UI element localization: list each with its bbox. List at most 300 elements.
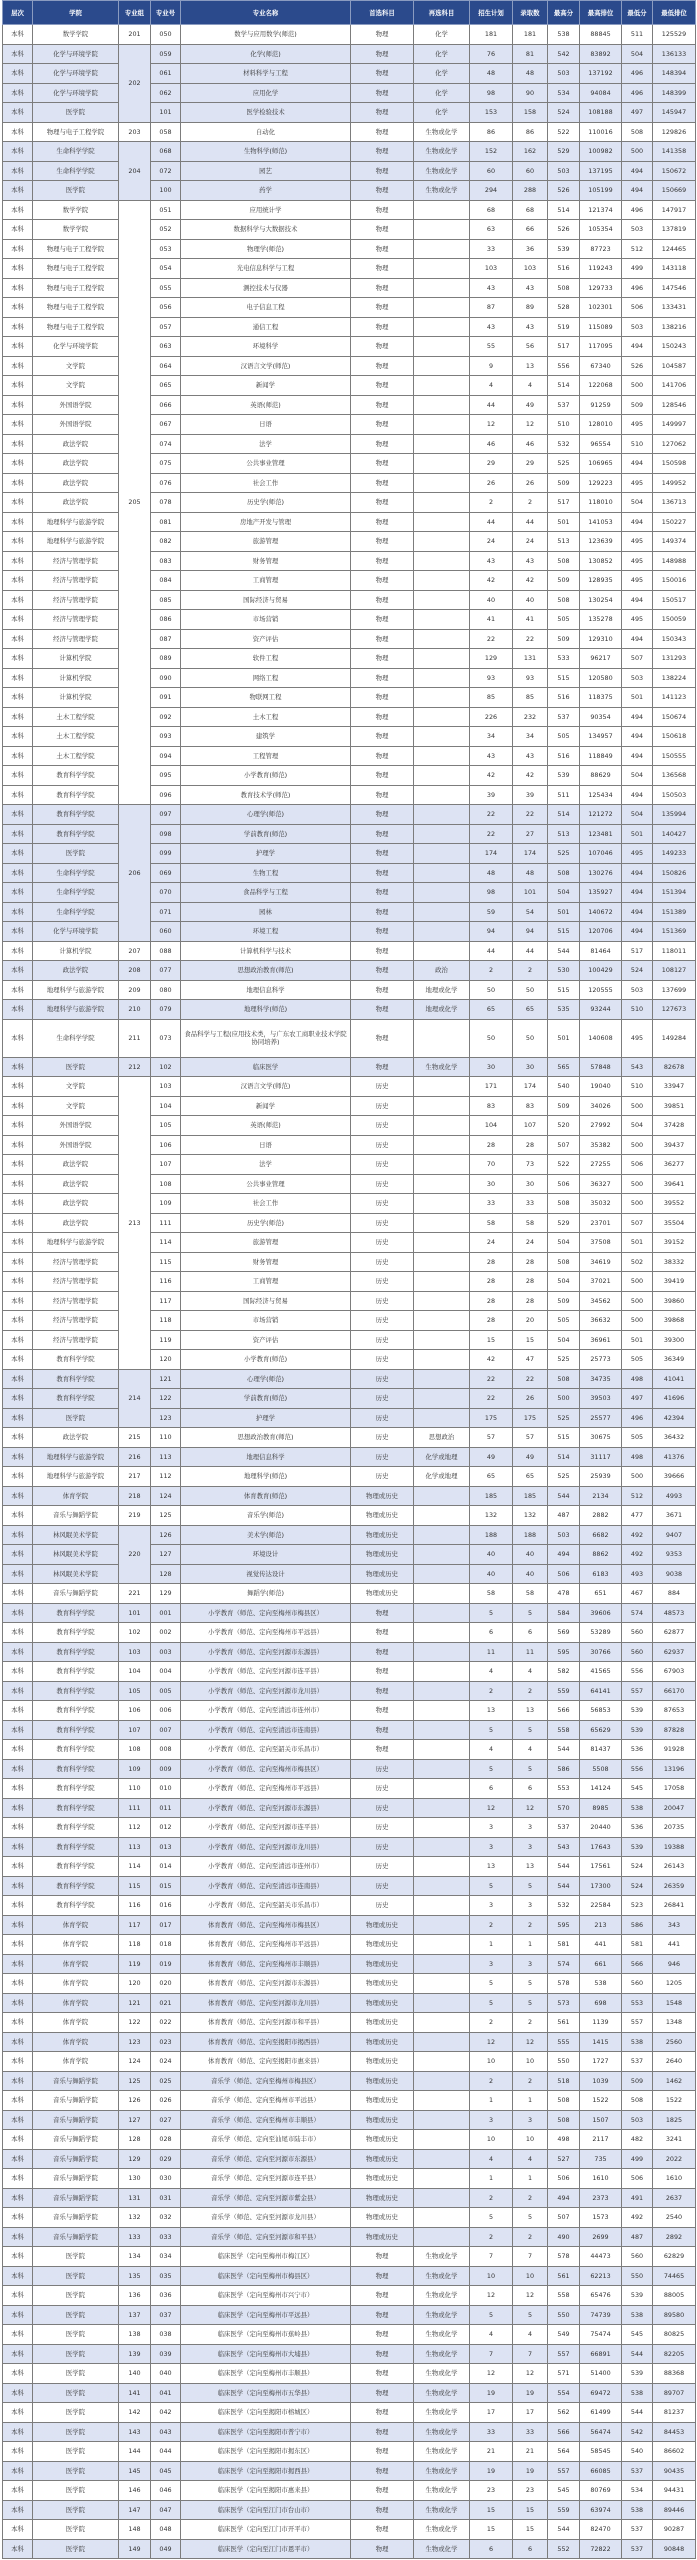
first-subject-cell: 物理: [351, 161, 414, 181]
college-cell: 地理科学与旅游学院: [33, 1233, 119, 1253]
plan-cell: 13: [470, 1857, 513, 1877]
level-cell: 本科: [3, 83, 33, 103]
admitted-cell: 65: [513, 1467, 548, 1487]
level-cell: 本科: [3, 649, 33, 669]
min-score-cell: 586: [622, 1915, 653, 1935]
major-code-cell: 049: [151, 2539, 181, 2559]
min-rank-cell: 20735: [653, 1818, 696, 1838]
table-row: [3, 2169, 696, 2189]
college-cell: 音乐与舞蹈学院: [33, 2071, 119, 2091]
second-subject-cell: [414, 1506, 470, 1526]
major-code-cell: 017: [151, 1915, 181, 1935]
second-subject-cell: [414, 376, 470, 396]
table-row: [3, 1447, 696, 1467]
college-cell: 医学院: [33, 1408, 119, 1428]
min-score-cell: 503: [622, 317, 653, 337]
plan-cell: 3: [470, 1896, 513, 1916]
second-subject-cell: [414, 922, 470, 942]
major-name-cell: 临床医学（定向至揭阳市揭东区）: [181, 2442, 351, 2462]
major-name-cell: 护理学: [181, 844, 351, 864]
max-rank-cell: 17300: [580, 1876, 622, 1896]
college-cell: 体育学院: [33, 2052, 119, 2072]
min-score-cell: 505: [622, 1428, 653, 1448]
min-score-cell: 495: [622, 1019, 653, 1057]
major-name-cell: 小学教育（师范、定向至韶关市乐昌市）: [181, 1740, 351, 1760]
second-subject-cell: [414, 259, 470, 279]
column-header: 最高排位: [580, 1, 622, 25]
admitted-cell: 21: [513, 2442, 548, 2462]
major-name-cell: 土木工程: [181, 707, 351, 727]
table-row: [3, 1330, 696, 1350]
level-cell: 本科: [3, 2266, 33, 2286]
min-score-cell: 495: [622, 571, 653, 591]
min-score-cell: 512: [622, 1486, 653, 1506]
min-score-cell: 523: [622, 1896, 653, 1916]
major-code-cell: 008: [151, 1740, 181, 1760]
first-subject-cell: 物理: [351, 181, 414, 201]
max-rank-cell: 735: [580, 2149, 622, 2169]
level-cell: 本科: [3, 610, 33, 630]
max-rank-cell: 118010: [580, 493, 622, 513]
min-score-cell: 500: [622, 1096, 653, 1116]
major-name-cell: 护理学: [181, 1408, 351, 1428]
major-name-cell: 临床医学（定向至梅州市梅江区）: [181, 2247, 351, 2267]
group-cell: 123: [119, 2032, 151, 2052]
min-score-cell: 506: [622, 1155, 653, 1175]
first-subject-cell: 物理: [351, 1662, 414, 1682]
table-row: [3, 922, 696, 942]
group-cell: 207: [119, 941, 151, 961]
first-subject-cell: 历史: [351, 1447, 414, 1467]
min-rank-cell: 2640: [653, 2052, 696, 2072]
major-name-cell: 体育教育（师范、定向至河源市和平县）: [181, 2013, 351, 2033]
table-header-row: [3, 1, 696, 25]
admitted-cell: 33: [513, 2422, 548, 2442]
column-header: 专业号: [151, 1, 181, 25]
table-row: [3, 2442, 696, 2462]
major-code-cell: 036: [151, 2286, 181, 2306]
column-header: 专业组: [119, 1, 151, 25]
college-cell: 物理与电子工程学院: [33, 122, 119, 142]
admitted-cell: 1: [513, 2091, 548, 2111]
table-row: [3, 2247, 696, 2267]
plan-cell: 40: [470, 1564, 513, 1584]
second-subject-cell: [414, 1993, 470, 2013]
table-row: [3, 259, 696, 279]
max-score-cell: 574: [548, 1954, 580, 1974]
max-rank-cell: 34619: [580, 1252, 622, 1272]
min-rank-cell: 137699: [653, 980, 696, 1000]
college-cell: 计算机学院: [33, 668, 119, 688]
max-score-cell: 544: [548, 1876, 580, 1896]
max-rank-cell: 121374: [580, 200, 622, 220]
max-rank-cell: 41565: [580, 1662, 622, 1682]
admitted-cell: 41: [513, 610, 548, 630]
admitted-cell: 175: [513, 1408, 548, 1428]
first-subject-cell: 物理: [351, 2461, 414, 2481]
group-cell: 125: [119, 2071, 151, 2091]
major-name-cell: 材料科学与工程: [181, 64, 351, 84]
major-name-cell: 物理学(师范): [181, 239, 351, 259]
college-cell: 音乐与舞蹈学院: [33, 2091, 119, 2111]
level-cell: 本科: [3, 298, 33, 318]
max-rank-cell: 56474: [580, 2422, 622, 2442]
min-score-cell: 537: [622, 2461, 653, 2481]
plan-cell: 103: [470, 259, 513, 279]
second-subject-cell: [414, 805, 470, 825]
max-rank-cell: 102301: [580, 298, 622, 318]
min-rank-cell: 39552: [653, 1194, 696, 1214]
min-rank-cell: 129826: [653, 122, 696, 142]
major-code-cell: 035: [151, 2266, 181, 2286]
table-row: [3, 571, 696, 591]
plan-cell: 41: [470, 610, 513, 630]
plan-cell: 24: [470, 532, 513, 552]
plan-cell: 5: [470, 2305, 513, 2325]
plan-cell: 34: [470, 727, 513, 747]
table-row: [3, 317, 696, 337]
min-rank-cell: 128546: [653, 395, 696, 415]
college-cell: 医学院: [33, 2305, 119, 2325]
major-code-cell: 114: [151, 1233, 181, 1253]
second-subject-cell: [414, 1974, 470, 1994]
plan-cell: 19: [470, 2461, 513, 2481]
min-score-cell: 498: [622, 1369, 653, 1389]
max-score-cell: 508: [548, 2110, 580, 2130]
admitted-cell: 5: [513, 2208, 548, 2228]
major-name-cell: 英语(师范): [181, 1116, 351, 1136]
group-cell: 217: [119, 1467, 151, 1487]
max-score-cell: 564: [548, 2442, 580, 2462]
max-score-cell: 501: [548, 1019, 580, 1057]
plan-cell: 85: [470, 688, 513, 708]
second-subject-cell: [414, 2188, 470, 2208]
major-name-cell: 环境科学: [181, 337, 351, 357]
first-subject-cell: 物理: [351, 688, 414, 708]
group-cell: 111: [119, 1798, 151, 1818]
plan-cell: 28: [470, 1311, 513, 1331]
max-rank-cell: 107046: [580, 844, 622, 864]
min-score-cell: 509: [622, 395, 653, 415]
college-cell: 经济与管理学院: [33, 551, 119, 571]
second-subject-cell: 生物或化学: [414, 1057, 470, 1077]
level-cell: 本科: [3, 356, 33, 376]
max-rank-cell: 140672: [580, 902, 622, 922]
second-subject-cell: [414, 337, 470, 357]
plan-cell: 33: [470, 2422, 513, 2442]
major-code-cell: 090: [151, 668, 181, 688]
major-name-cell: 小学教育（师范、定向至河源市连平县）: [181, 1662, 351, 1682]
min-rank-cell: 36349: [653, 1350, 696, 1370]
max-score-cell: 582: [548, 1662, 580, 1682]
max-rank-cell: 129223: [580, 473, 622, 493]
plan-cell: 132: [470, 1506, 513, 1526]
major-code-cell: 109: [151, 1194, 181, 1214]
first-subject-cell: 历史: [351, 1233, 414, 1253]
college-cell: 物理与电子工程学院: [33, 298, 119, 318]
group-cell: 212: [119, 1057, 151, 1077]
plan-cell: 1: [470, 2169, 513, 2189]
min-rank-cell: 1205: [653, 1974, 696, 1994]
max-score-cell: 538: [548, 25, 580, 45]
plan-cell: 3: [470, 2110, 513, 2130]
level-cell: 本科: [3, 2442, 33, 2462]
group-cell: 210: [119, 1000, 151, 1020]
major-code-cell: 047: [151, 2500, 181, 2520]
first-subject-cell: 物理: [351, 2539, 414, 2559]
college-cell: 医学院: [33, 2520, 119, 2540]
major-name-cell: 体育教育（师范、定向至河源市龙川县）: [181, 1993, 351, 2013]
first-subject-cell: 物理: [351, 415, 414, 435]
min-score-cell: 524: [622, 961, 653, 981]
plan-cell: 28: [470, 1135, 513, 1155]
major-code-cell: 080: [151, 980, 181, 1000]
college-cell: 政法学院: [33, 1213, 119, 1233]
max-score-cell: 586: [548, 1759, 580, 1779]
first-subject-cell: 物理: [351, 629, 414, 649]
admitted-cell: 48: [513, 863, 548, 883]
max-score-cell: 539: [548, 239, 580, 259]
plan-cell: 10: [470, 2266, 513, 2286]
plan-cell: 1: [470, 2091, 513, 2111]
max-rank-cell: 1139: [580, 2013, 622, 2033]
max-score-cell: 562: [548, 2403, 580, 2423]
table-row: [3, 1077, 696, 1097]
college-cell: 音乐与舞蹈学院: [33, 2188, 119, 2208]
max-score-cell: 526: [548, 181, 580, 201]
first-subject-cell: 物理: [351, 1642, 414, 1662]
first-subject-cell: 物理: [351, 863, 414, 883]
max-score-cell: 503: [548, 64, 580, 84]
max-rank-cell: 17561: [580, 1857, 622, 1877]
major-code-cell: 069: [151, 863, 181, 883]
min-score-cell: 482: [622, 2130, 653, 2150]
min-rank-cell: 82205: [653, 2344, 696, 2364]
plan-cell: 12: [470, 2032, 513, 2052]
college-cell: 教育科学学院: [33, 1837, 119, 1857]
table-row: [3, 2227, 696, 2247]
admitted-cell: 36: [513, 239, 548, 259]
plan-cell: 15: [470, 1330, 513, 1350]
max-score-cell: 508: [548, 590, 580, 610]
admitted-cell: 4: [513, 1740, 548, 1760]
level-cell: 本科: [3, 1213, 33, 1233]
level-cell: 本科: [3, 142, 33, 162]
max-rank-cell: 57848: [580, 1057, 622, 1077]
second-subject-cell: [414, 2032, 470, 2052]
level-cell: 本科: [3, 317, 33, 337]
min-score-cell: 508: [622, 122, 653, 142]
second-subject-cell: [414, 1837, 470, 1857]
major-code-cell: 110: [151, 1428, 181, 1448]
major-name-cell: 汉语言文学(师范): [181, 356, 351, 376]
table-row: [3, 415, 696, 435]
plan-cell: 6: [470, 2539, 513, 2559]
min-score-cell: 550: [622, 2266, 653, 2286]
major-code-cell: 116: [151, 1272, 181, 1292]
second-subject-cell: [414, 220, 470, 240]
second-subject-cell: 生物或化学: [414, 2500, 470, 2520]
table-row: [3, 1759, 696, 1779]
major-code-cell: 070: [151, 883, 181, 903]
level-cell: 本科: [3, 200, 33, 220]
major-name-cell: 药学: [181, 181, 351, 201]
admitted-cell: 5: [513, 1876, 548, 1896]
column-header: 最低排位: [653, 1, 696, 25]
first-subject-cell: 历史: [351, 1155, 414, 1175]
min-score-cell: 537: [622, 2520, 653, 2540]
first-subject-cell: 物理或历史: [351, 1915, 414, 1935]
admitted-cell: 12: [513, 2032, 548, 2052]
major-name-cell: 体育教育（师范、定向至河源市东源县）: [181, 1974, 351, 1994]
min-score-cell: 507: [622, 1213, 653, 1233]
admitted-cell: 1: [513, 2169, 548, 2189]
major-name-cell: 小学教育（师范、定向至河源市东源县）: [181, 1642, 351, 1662]
plan-cell: 5: [470, 1759, 513, 1779]
min-rank-cell: 13196: [653, 1759, 696, 1779]
min-rank-cell: 88005: [653, 2286, 696, 2306]
college-cell: 政法学院: [33, 961, 119, 981]
max-score-cell: 557: [548, 2344, 580, 2364]
level-cell: 本科: [3, 2325, 33, 2345]
first-subject-cell: 物理: [351, 824, 414, 844]
table-row: [3, 2013, 696, 2033]
max-score-cell: 516: [548, 688, 580, 708]
max-rank-cell: 8985: [580, 1798, 622, 1818]
admitted-cell: 85: [513, 688, 548, 708]
college-cell: 数学学院: [33, 200, 119, 220]
major-name-cell: 小学教育（师范、定向至河源市连平县）: [181, 1818, 351, 1838]
first-subject-cell: 物理: [351, 941, 414, 961]
college-cell: 化学与环境学院: [33, 64, 119, 84]
major-code-cell: 092: [151, 707, 181, 727]
second-subject-cell: 化学: [414, 25, 470, 45]
admitted-cell: 50: [513, 980, 548, 1000]
college-cell: 经济与管理学院: [33, 629, 119, 649]
admitted-cell: 107: [513, 1116, 548, 1136]
admitted-cell: 1: [513, 1935, 548, 1955]
min-rank-cell: 89580: [653, 2305, 696, 2325]
max-rank-cell: 65629: [580, 1720, 622, 1740]
major-code-cell: 062: [151, 83, 181, 103]
admitted-cell: 30: [513, 1174, 548, 1194]
major-code-cell: 067: [151, 415, 181, 435]
table-row: [3, 298, 696, 318]
level-cell: 本科: [3, 863, 33, 883]
college-cell: 医学院: [33, 181, 119, 201]
admitted-cell: 15: [513, 2500, 548, 2520]
first-subject-cell: 物理或历史: [351, 2208, 414, 2228]
first-subject-cell: 物理: [351, 610, 414, 630]
second-subject-cell: 生物或化学: [414, 2403, 470, 2423]
plan-cell: 5: [470, 1720, 513, 1740]
major-code-cell: 079: [151, 1000, 181, 1020]
table-row: [3, 1837, 696, 1857]
max-rank-cell: 6183: [580, 1564, 622, 1584]
first-subject-cell: 物理: [351, 103, 414, 123]
first-subject-cell: 物理或历史: [351, 1486, 414, 1506]
group-cell: 110: [119, 1779, 151, 1799]
min-rank-cell: 125529: [653, 25, 696, 45]
second-subject-cell: [414, 532, 470, 552]
level-cell: 本科: [3, 1759, 33, 1779]
min-score-cell: 497: [622, 1389, 653, 1409]
admitted-cell: 27: [513, 824, 548, 844]
college-cell: 政法学院: [33, 1194, 119, 1214]
major-name-cell: 测控技术与仪器: [181, 278, 351, 298]
second-subject-cell: [414, 1642, 470, 1662]
min-score-cell: 477: [622, 1506, 653, 1526]
max-score-cell: 571: [548, 2364, 580, 2384]
table-row: [3, 473, 696, 493]
plan-cell: 2: [470, 1915, 513, 1935]
min-rank-cell: 343: [653, 1915, 696, 1935]
level-cell: 本科: [3, 532, 33, 552]
major-code-cell: 118: [151, 1311, 181, 1331]
max-rank-cell: 56853: [580, 1701, 622, 1721]
min-rank-cell: 17058: [653, 1779, 696, 1799]
major-code-cell: 086: [151, 610, 181, 630]
college-cell: 生命科学学院: [33, 1019, 119, 1057]
first-subject-cell: 物理: [351, 2364, 414, 2384]
max-rank-cell: 106965: [580, 454, 622, 474]
min-rank-cell: 81237: [653, 2403, 696, 2423]
min-score-cell: 497: [622, 103, 653, 123]
college-cell: 政法学院: [33, 1174, 119, 1194]
second-subject-cell: [414, 1311, 470, 1331]
college-cell: 化学与环境学院: [33, 922, 119, 942]
table-row: [3, 44, 696, 64]
max-score-cell: 554: [548, 2383, 580, 2403]
admission-score-table: [2, 0, 696, 2559]
college-cell: 生命科学学院: [33, 161, 119, 181]
group-cell: 149: [119, 2539, 151, 2559]
plan-cell: 65: [470, 1000, 513, 1020]
plan-cell: 104: [470, 1116, 513, 1136]
max-score-cell: 544: [548, 1740, 580, 1760]
second-subject-cell: [414, 668, 470, 688]
level-cell: 本科: [3, 2032, 33, 2052]
max-score-cell: 500: [548, 1389, 580, 1409]
group-cell: 140: [119, 2364, 151, 2384]
major-name-cell: 体育教育(师范): [181, 1486, 351, 1506]
level-cell: 本科: [3, 824, 33, 844]
min-score-cell: 538: [622, 2305, 653, 2325]
max-score-cell: 517: [548, 337, 580, 357]
major-code-cell: 060: [151, 922, 181, 942]
min-rank-cell: 124465: [653, 239, 696, 259]
major-name-cell: 小学教育（师范、定向至河源市龙川县）: [181, 1837, 351, 1857]
level-cell: 本科: [3, 1272, 33, 1292]
max-rank-cell: 96217: [580, 649, 622, 669]
table-row: [3, 2481, 696, 2501]
admitted-cell: 24: [513, 1233, 548, 1253]
major-code-cell: 125: [151, 1506, 181, 1526]
max-score-cell: 504: [548, 1272, 580, 1292]
second-subject-cell: [414, 1759, 470, 1779]
max-rank-cell: 22584: [580, 1896, 622, 1916]
column-header: 专业名称: [181, 1, 351, 25]
min-score-cell: 495: [622, 610, 653, 630]
first-subject-cell: 物理: [351, 64, 414, 84]
major-name-cell: 临床医学（定向至揭阳市揭西县）: [181, 2461, 351, 2481]
admitted-cell: 162: [513, 142, 548, 162]
major-code-cell: 052: [151, 220, 181, 240]
group-cell: 133: [119, 2227, 151, 2247]
min-rank-cell: 39437: [653, 1135, 696, 1155]
max-rank-cell: 34735: [580, 1369, 622, 1389]
first-subject-cell: 历史: [351, 1135, 414, 1155]
